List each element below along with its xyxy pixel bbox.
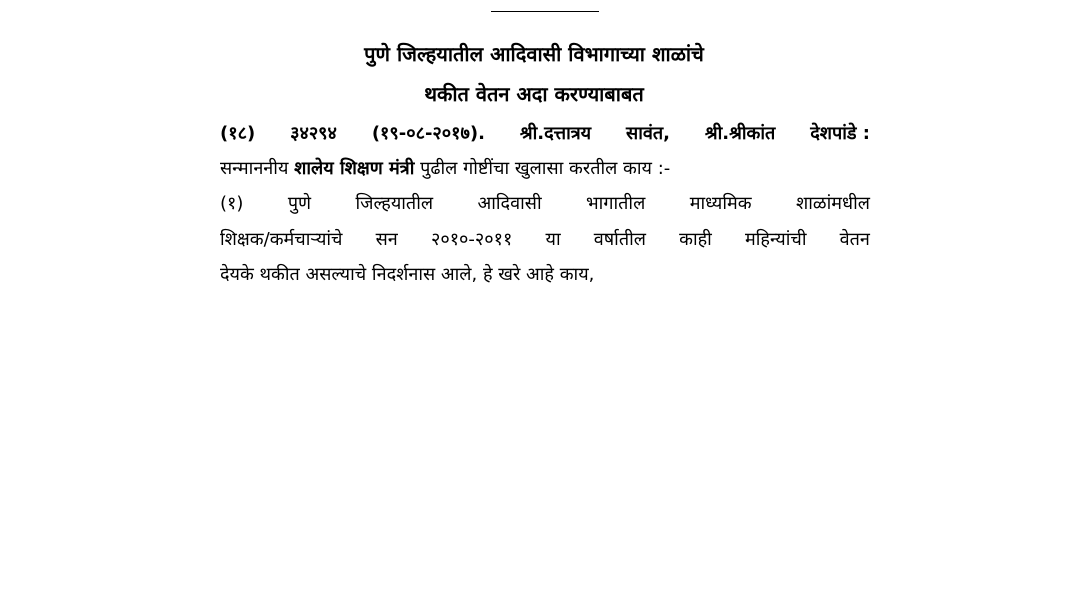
point-word: शिक्षक/कर्मचाऱ्यांचे [220,229,343,250]
point-word: (१) [220,193,244,214]
point-word: वर्षातील [593,229,646,250]
document-title-line-2: थकीत वेतन अदा करण्याबाबत [424,82,644,106]
point-word: वेतन [839,229,870,250]
point-word: या [545,229,561,250]
point-word: महिन्यांची [745,229,807,250]
question-number: (१८) [220,123,256,144]
point-word: माध्यमिक [689,193,752,214]
minister-name: शालेय शिक्षण मंत्री [294,158,415,179]
point-1-line-1 [220,192,870,216]
member-name-2: श्री.श्रीकांत [704,123,776,144]
document-title-line-1: पुणे जिल्हयातील आदिवासी विभागाच्या शाळांचे [364,42,704,66]
point-word: काही [679,229,712,250]
member-surname-1: सावंत, [626,123,670,144]
point-word: सन [375,229,398,250]
point-1-line-2 [220,228,870,252]
point-1-line-3: देयके थकीत असल्याचे निदर्शनास आले, हे खरे आहे काय, [220,264,595,285]
addressee-line [220,157,870,181]
question-id: ३४२९४ [290,123,337,144]
point-word: २०१०-२०११ [430,229,513,250]
point-word: भागातील [586,193,646,214]
addressee-suffix: पुढील गोष्टींचा खुलासा करतील काय :- [420,158,671,179]
member-surname-2: देशपांडे : [810,123,870,144]
point-word: आदिवासी [477,193,542,214]
addressee-prefix: सन्माननीय [220,158,289,179]
point-word: शाळांमधील [796,193,870,214]
question-date: (१९-०८-२०१७). [371,123,485,144]
member-name-1: श्री.दत्तात्रय [519,123,592,144]
point-word: जिल्हयातील [355,193,434,214]
question-header [220,122,870,146]
point-word: पुणे [287,193,312,214]
top-rule [491,11,599,12]
